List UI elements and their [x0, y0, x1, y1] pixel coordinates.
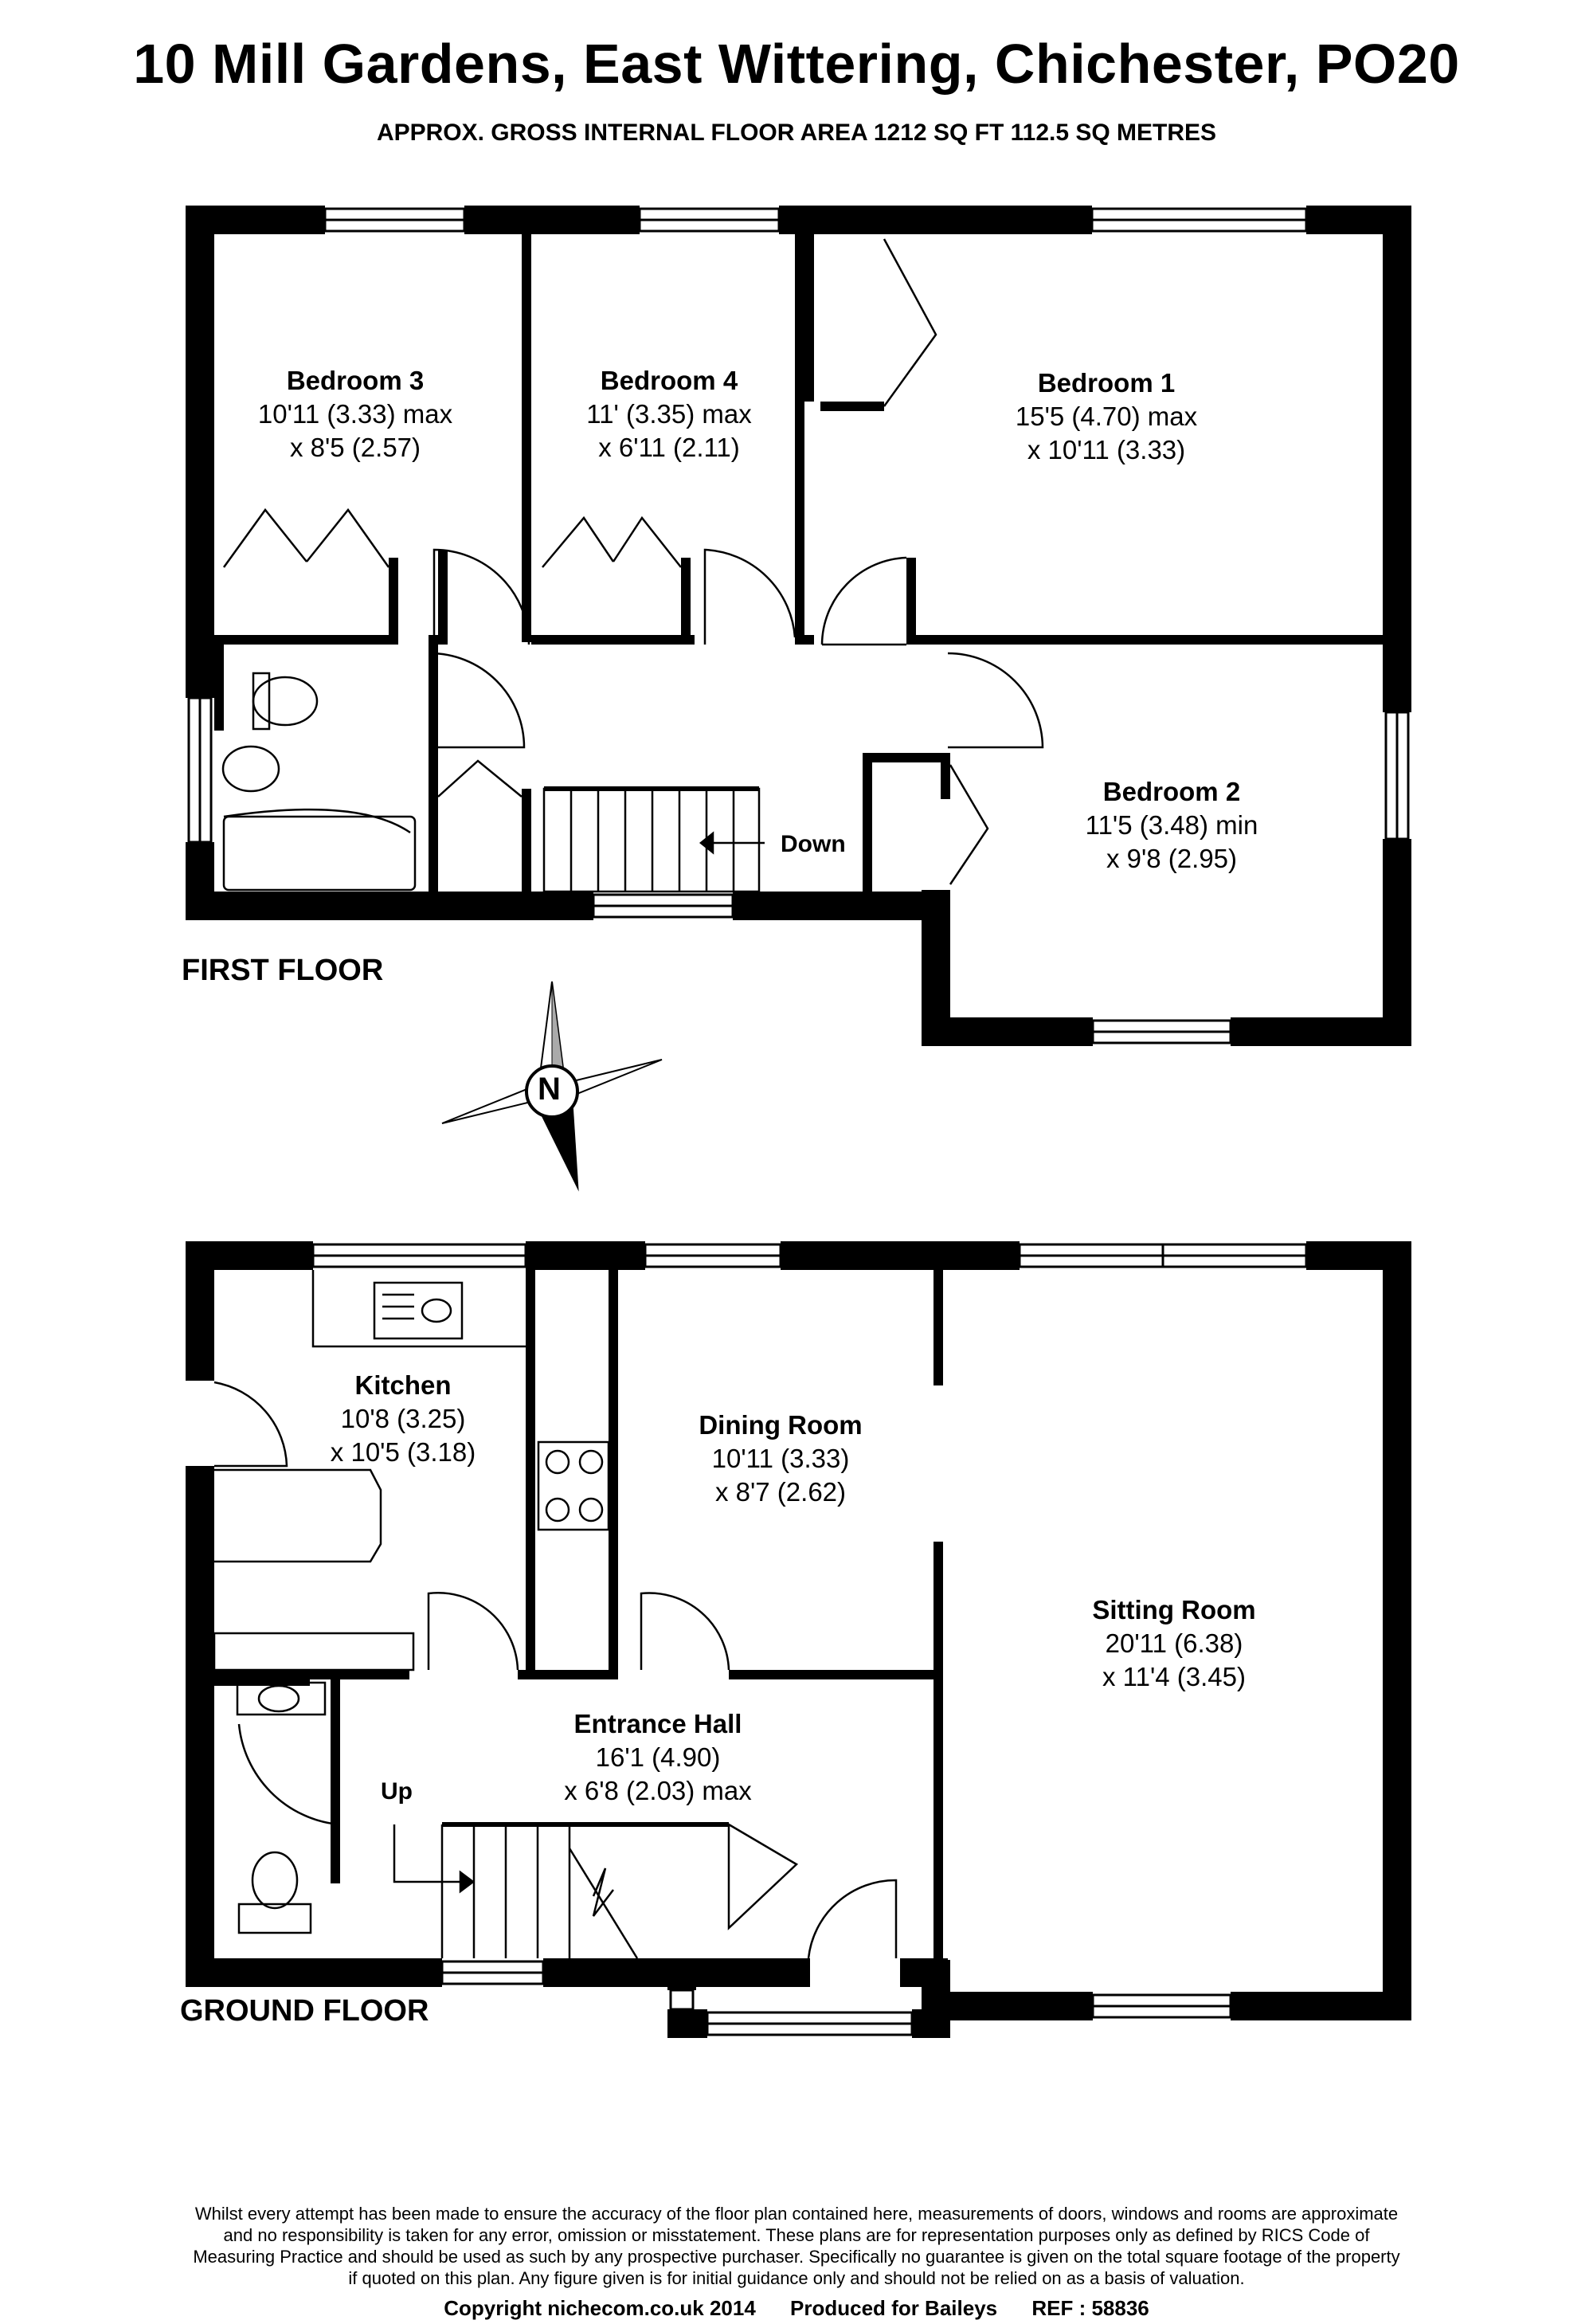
ground-floor-label: GROUND FLOOR [180, 1994, 429, 2028]
room-dimension: 11'5 (3.48) min [1085, 810, 1258, 840]
room-name: Bedroom 4 [600, 366, 738, 395]
room-dimension: 15'5 (4.70) max [1015, 402, 1198, 431]
room-dimension: 20'11 (6.38) [1105, 1628, 1243, 1658]
stairs-up-label: Up [381, 1778, 413, 1805]
room-name: Bedroom 2 [1102, 777, 1241, 806]
room-dimension: x 10'5 (3.18) [330, 1437, 476, 1467]
first-floor-label: FIRST FLOOR [182, 954, 384, 987]
bedroom-1-label [1016, 366, 1197, 467]
reference-text: REF : 58836 [1031, 2296, 1149, 2320]
dining-room-label [699, 1409, 862, 1509]
bedroom-4-label [586, 364, 751, 464]
entrance-hall-label [564, 1707, 752, 1808]
bedroom-3-label [258, 364, 452, 464]
copyright-text: Copyright nichecom.co.uk 2014 [444, 2296, 756, 2320]
room-name: Sitting Room [1092, 1595, 1256, 1624]
room-name: Dining Room [699, 1410, 863, 1440]
first-floor-walls [186, 206, 1411, 1046]
room-dimension: x 9'8 (2.95) [1106, 844, 1238, 873]
room-dimension: x 11'4 (3.45) [1102, 1662, 1246, 1691]
room-dimension: 10'11 (3.33) max [257, 399, 453, 429]
room-dimension: x 8'7 (2.62) [714, 1477, 847, 1507]
room-name: Kitchen [354, 1370, 452, 1400]
room-dimension: 10'8 (3.25) [340, 1404, 466, 1433]
footer [0, 2296, 1593, 2321]
room-name: Entrance Hall [573, 1709, 742, 1738]
bedroom-2-label [1086, 775, 1258, 876]
room-dimension: 11' (3.35) max [586, 399, 752, 429]
room-name: Bedroom 3 [286, 366, 425, 395]
room-name: Bedroom 1 [1037, 368, 1176, 398]
stairs-down-label: Down [781, 831, 846, 857]
kitchen-label [331, 1369, 476, 1469]
compass-north-label: N [538, 1072, 561, 1107]
page-title: 10 Mill Gardens, East Wittering, Chichester, PO20 [133, 33, 1460, 95]
produced-for-text: Produced for Baileys [790, 2296, 998, 2320]
room-dimension: x 10'11 (3.33) [1027, 435, 1186, 464]
room-dimension: 10'11 (3.33) [711, 1444, 850, 1473]
room-dimension: 16'1 (4.90) [595, 1742, 721, 1772]
disclaimer-text: Whilst every attempt has been made to ensure the accuracy of the floor plan contained here, measurements of doors, windows and rooms are approximate and no responsibility is taken for any error, omission or misstatement. These plans are for representation purposes only as defined by RICS Code of Measuring Practice and should be used as such by any prospective purchaser. Specifically no guarantee is given on the total square footage of the property if quoted on this plan. Any figure given is for initial guidance only and should not be relied on as a basis of valuation. [193, 2204, 1400, 2288]
sitting-room-label [1092, 1593, 1255, 1694]
room-dimension: x 6'8 (2.03) max [564, 1776, 752, 1805]
room-dimension: x 6'11 (2.11) [598, 433, 740, 462]
room-dimension: x 8'5 (2.57) [289, 433, 421, 462]
floor-area-subtitle: APPROX. GROSS INTERNAL FLOOR AREA 1212 SQ FT 112.5 SQ METRES [376, 120, 1217, 146]
